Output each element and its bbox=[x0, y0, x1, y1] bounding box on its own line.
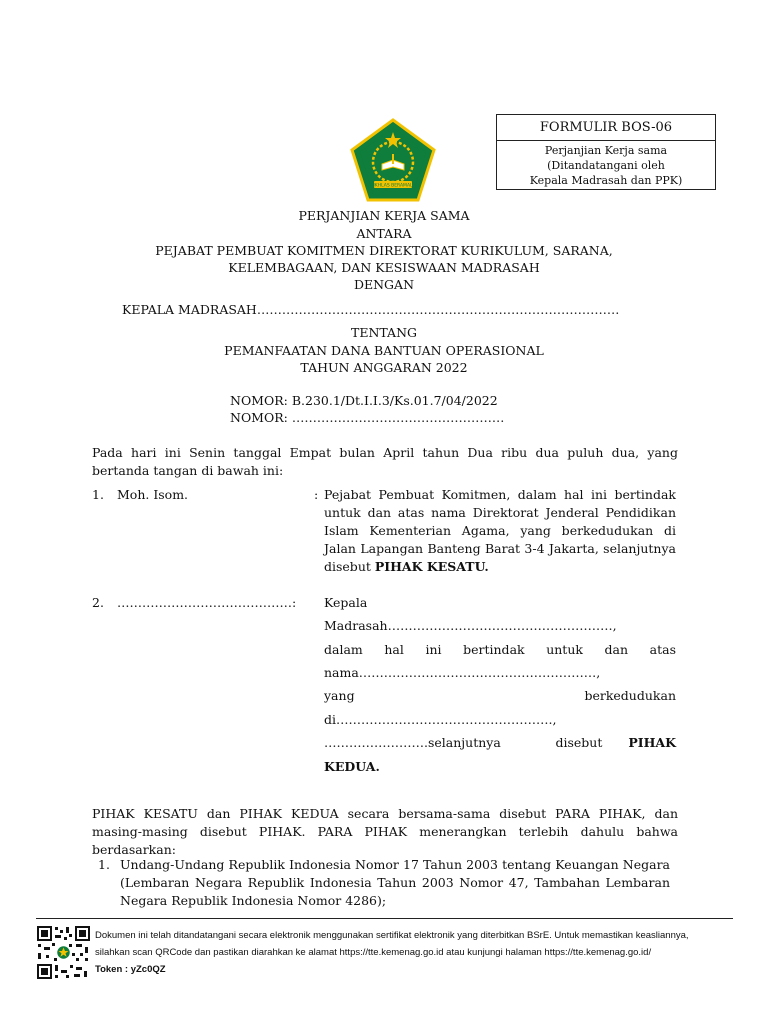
party2-line: Madrasah………………………………………………, bbox=[324, 618, 617, 633]
header-line: ANTARA bbox=[356, 226, 412, 241]
party2-name: ……………………………………: bbox=[117, 595, 297, 610]
nomor-line: NOMOR: …………………………………………… bbox=[230, 410, 505, 425]
party-colon: : bbox=[314, 487, 319, 502]
party2-line: dalam hal ini bertindak untuk dan atas bbox=[324, 642, 676, 657]
party1-description bbox=[324, 486, 676, 576]
list-item: Undang-Undang Republik Indonesia Nomor 17 Tahun 2003 tentang Keuangan Negara (Lembaran Negara Republik Indonesia Tahun 2003 Nomor 47, Tambahan Lembaran Negara Republik Indonesia Nomor 4286); bbox=[120, 857, 670, 908]
pihak-label: PIHAK bbox=[628, 735, 676, 750]
party2-line: nama…………………………………………………, bbox=[324, 665, 601, 680]
kementerian-agama-logo bbox=[350, 118, 436, 202]
footer-token: Token : yZc0QZ bbox=[95, 964, 166, 975]
party2-line: yang berkedudukan bbox=[324, 688, 676, 703]
header-line: PEJABAT PEMBUAT KOMITMEN DIREKTORAT KURIKULUM, SARANA, bbox=[155, 243, 613, 258]
kedua-label bbox=[324, 758, 380, 776]
qr-code-icon[interactable] bbox=[36, 925, 91, 980]
form-label-box bbox=[496, 114, 716, 190]
para-pihak-paragraph: PIHAK KESATU dan PIHAK KEDUA secara bersama-sama disebut PARA PIHAK, dan masing-masing disebut PIHAK. PARA PIHAK menerangkan terlebih dahulu bahwa berdasarkan: bbox=[92, 806, 678, 857]
nomor-line: NOMOR: B.230.1/Dt.I.I.3/Ks.01.7/04/2022 bbox=[230, 393, 498, 408]
party1-desc-text: Pejabat Pembuat Komitmen, dalam hal ini bertindak untuk dan atas nama Direktorat Jenderal Pendidikan Islam Kementerian Agama, yang berkedudukan di Jalan Lapangan Banteng Barat 3-4 Jakarta, selanjutnya disebut bbox=[324, 487, 676, 574]
form-subtitle-line: (Ditandatangani oleh bbox=[547, 159, 665, 172]
logo-banner-text: IKHLAS BERAMAL bbox=[373, 183, 413, 189]
tentang-line: TAHUN ANGGARAN 2022 bbox=[300, 360, 468, 375]
kedua-label-text: KEDUA. bbox=[324, 759, 380, 774]
list-number: 1. bbox=[98, 857, 110, 872]
footer-notice-line: Dokumen ini telah ditandatangani secara elektronik menggunakan sertifikat elektronik yang diterbitkan BSrE. Untuk memastikan keasliannya, bbox=[95, 930, 689, 941]
header-line: DENGAN bbox=[353, 277, 415, 292]
form-subtitle-line: Perjanjian Kerja sama bbox=[544, 144, 668, 157]
party2-label-row bbox=[324, 734, 676, 752]
footer-notice-line: silahkan scan QRCode dan pastikan diarahkan ke alamat https://tte.kemenag.go.id atau kunjungi halaman https://tte.kemenag.go.id/ bbox=[95, 947, 652, 958]
party1-name: Moh. Isom. bbox=[117, 487, 189, 502]
tentang-line: PEMANFAATAN DANA BANTUAN OPERASIONAL bbox=[224, 343, 544, 358]
kepala-madrasah-line: KEPALA MADRASAH…………………………………………………………………………… bbox=[122, 302, 620, 317]
footer-divider bbox=[36, 918, 733, 919]
party-number: 2. bbox=[92, 595, 104, 610]
form-title: FORMULIR BOS-06 bbox=[497, 115, 715, 141]
party-number: 1. bbox=[92, 487, 104, 502]
party2-line: …………………….selanjutnya disebut bbox=[324, 735, 603, 750]
party2-line: di……………………………………………., bbox=[324, 712, 557, 727]
pihak-kesatu-label: PIHAK KESATU. bbox=[374, 559, 489, 574]
opening-paragraph: Pada hari ini Senin tanggal Empat bulan April tahun Dua ribu dua puluh dua, yang bertanda tangan di bawah ini: bbox=[92, 445, 678, 478]
party2-line: Kepala bbox=[324, 595, 368, 610]
form-subtitle bbox=[497, 141, 715, 189]
form-subtitle-line: Kepala Madrasah dan PPK) bbox=[529, 174, 683, 187]
header-line: KELEMBAGAAN, DAN KESISWAAN MADRASAH bbox=[228, 260, 540, 275]
tentang-line: TENTANG bbox=[350, 325, 417, 340]
agreement-title: PERJANJIAN KERJA SAMA bbox=[298, 208, 470, 223]
